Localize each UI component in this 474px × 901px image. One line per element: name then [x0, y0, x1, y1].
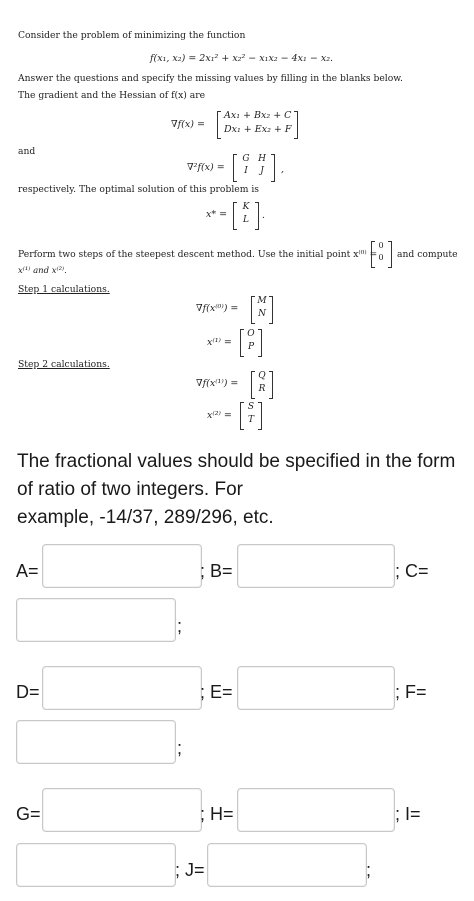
- g-label: G=: [16, 804, 41, 824]
- and-compute-text: and compute: [397, 249, 458, 260]
- gradient-hessian-intro: The gradient and the Hessian of f(x) are: [18, 90, 206, 101]
- steepest-text: Perform two steps of the steepest descent method. Use the initial point x⁽⁰⁾ =: [18, 249, 378, 260]
- gradient-row-1: Ax₁ + Bx₂ + C: [224, 110, 292, 121]
- a-label: A=: [16, 561, 39, 581]
- f-label: ; F=: [395, 682, 427, 702]
- step2-x-right-bracket: [258, 402, 262, 430]
- j-input[interactable]: [207, 843, 367, 887]
- x0-top: 0: [378, 241, 384, 250]
- step2-grad-lhs: ∇f(x⁽¹⁾) =: [196, 378, 239, 389]
- b-label: ; B=: [200, 561, 233, 581]
- e-input[interactable]: [237, 666, 395, 710]
- d-input[interactable]: [42, 666, 202, 710]
- d-label: D=: [16, 682, 40, 702]
- i-input[interactable]: [16, 843, 176, 887]
- step2-r: R: [258, 384, 266, 394]
- g-input[interactable]: [42, 788, 202, 832]
- note-line-2: of ratio of two integers. For: [17, 479, 243, 500]
- function-equation: f(x₁, x₂) = 2x₁² + x₂² − x₁x₂ − 4x₁ − x₂.: [150, 53, 334, 64]
- f-input[interactable]: [16, 720, 176, 764]
- hessian-h: H: [258, 154, 266, 164]
- gradient-lhs: ∇f(x) =: [171, 119, 205, 130]
- hessian-lhs: ∇²f(x) =: [187, 162, 225, 173]
- c-label: ; C=: [395, 561, 429, 581]
- gradient-left-bracket: [217, 111, 221, 139]
- and-text: and: [18, 146, 36, 157]
- step1-p: P: [247, 342, 255, 352]
- xstar-l: L: [243, 215, 249, 225]
- step1-grad-right-bracket: [269, 296, 273, 324]
- step2-q: Q: [258, 371, 266, 381]
- f-semicolon: ;: [177, 738, 183, 758]
- step1-grad-lhs: ∇f(x⁽⁰⁾) =: [196, 303, 239, 314]
- hessian-j: J: [260, 166, 264, 176]
- hessian-g: G: [242, 154, 250, 164]
- xstar-left-bracket: [233, 202, 237, 230]
- gradient-right-bracket: [294, 111, 298, 139]
- note-line-1: The fractional values should be specified in the form: [17, 451, 456, 472]
- xstar-dot: .: [262, 210, 266, 221]
- step2-x-lhs: x⁽²⁾ =: [207, 410, 232, 421]
- j-semicolon: ;: [366, 860, 372, 880]
- step2-label: Step 2 calculations.: [18, 359, 110, 370]
- hessian-left-bracket: [233, 154, 237, 182]
- step2-t: T: [247, 415, 254, 425]
- respectively-text: respectively. The optimal solution of this problem is: [18, 184, 259, 195]
- x0-right-bracket: [388, 241, 392, 268]
- xstar-lhs: x* =: [206, 209, 228, 220]
- xstar-right-bracket: [255, 202, 259, 230]
- instruction-text: Answer the questions and specify the missing values by filling in the blanks below.: [18, 73, 403, 84]
- step1-m: M: [257, 296, 267, 306]
- hessian-i: I: [244, 166, 248, 176]
- x0-bottom: 0: [378, 253, 384, 262]
- step1-n: N: [258, 309, 266, 319]
- b-input[interactable]: [237, 544, 395, 588]
- j-label: ; J=: [175, 860, 205, 880]
- x1-x2-text: x⁽¹⁾ and x⁽²⁾.: [18, 266, 67, 276]
- intro-text: Consider the problem of minimizing the function: [18, 30, 246, 41]
- step1-x-right-bracket: [258, 329, 262, 357]
- note-line-3: example, -14/37, 289/296, etc.: [17, 507, 274, 528]
- c-input[interactable]: [16, 598, 176, 642]
- e-label: ; E=: [200, 682, 233, 702]
- h-input[interactable]: [237, 788, 395, 832]
- xstar-k: K: [242, 202, 250, 212]
- h-label: ; H=: [200, 804, 234, 824]
- hessian-right-bracket: [271, 154, 275, 182]
- c-semicolon: ;: [177, 616, 183, 636]
- a-input[interactable]: [42, 544, 202, 588]
- step2-s: S: [247, 402, 255, 412]
- i-label: ; I=: [395, 804, 421, 824]
- step1-o: O: [247, 329, 255, 339]
- hessian-comma: ,: [281, 164, 285, 175]
- step2-grad-right-bracket: [269, 371, 273, 399]
- step1-x-lhs: x⁽¹⁾ =: [207, 337, 232, 348]
- gradient-row-2: Dx₁ + Ex₂ + F: [224, 124, 292, 135]
- step1-label: Step 1 calculations.: [18, 284, 110, 295]
